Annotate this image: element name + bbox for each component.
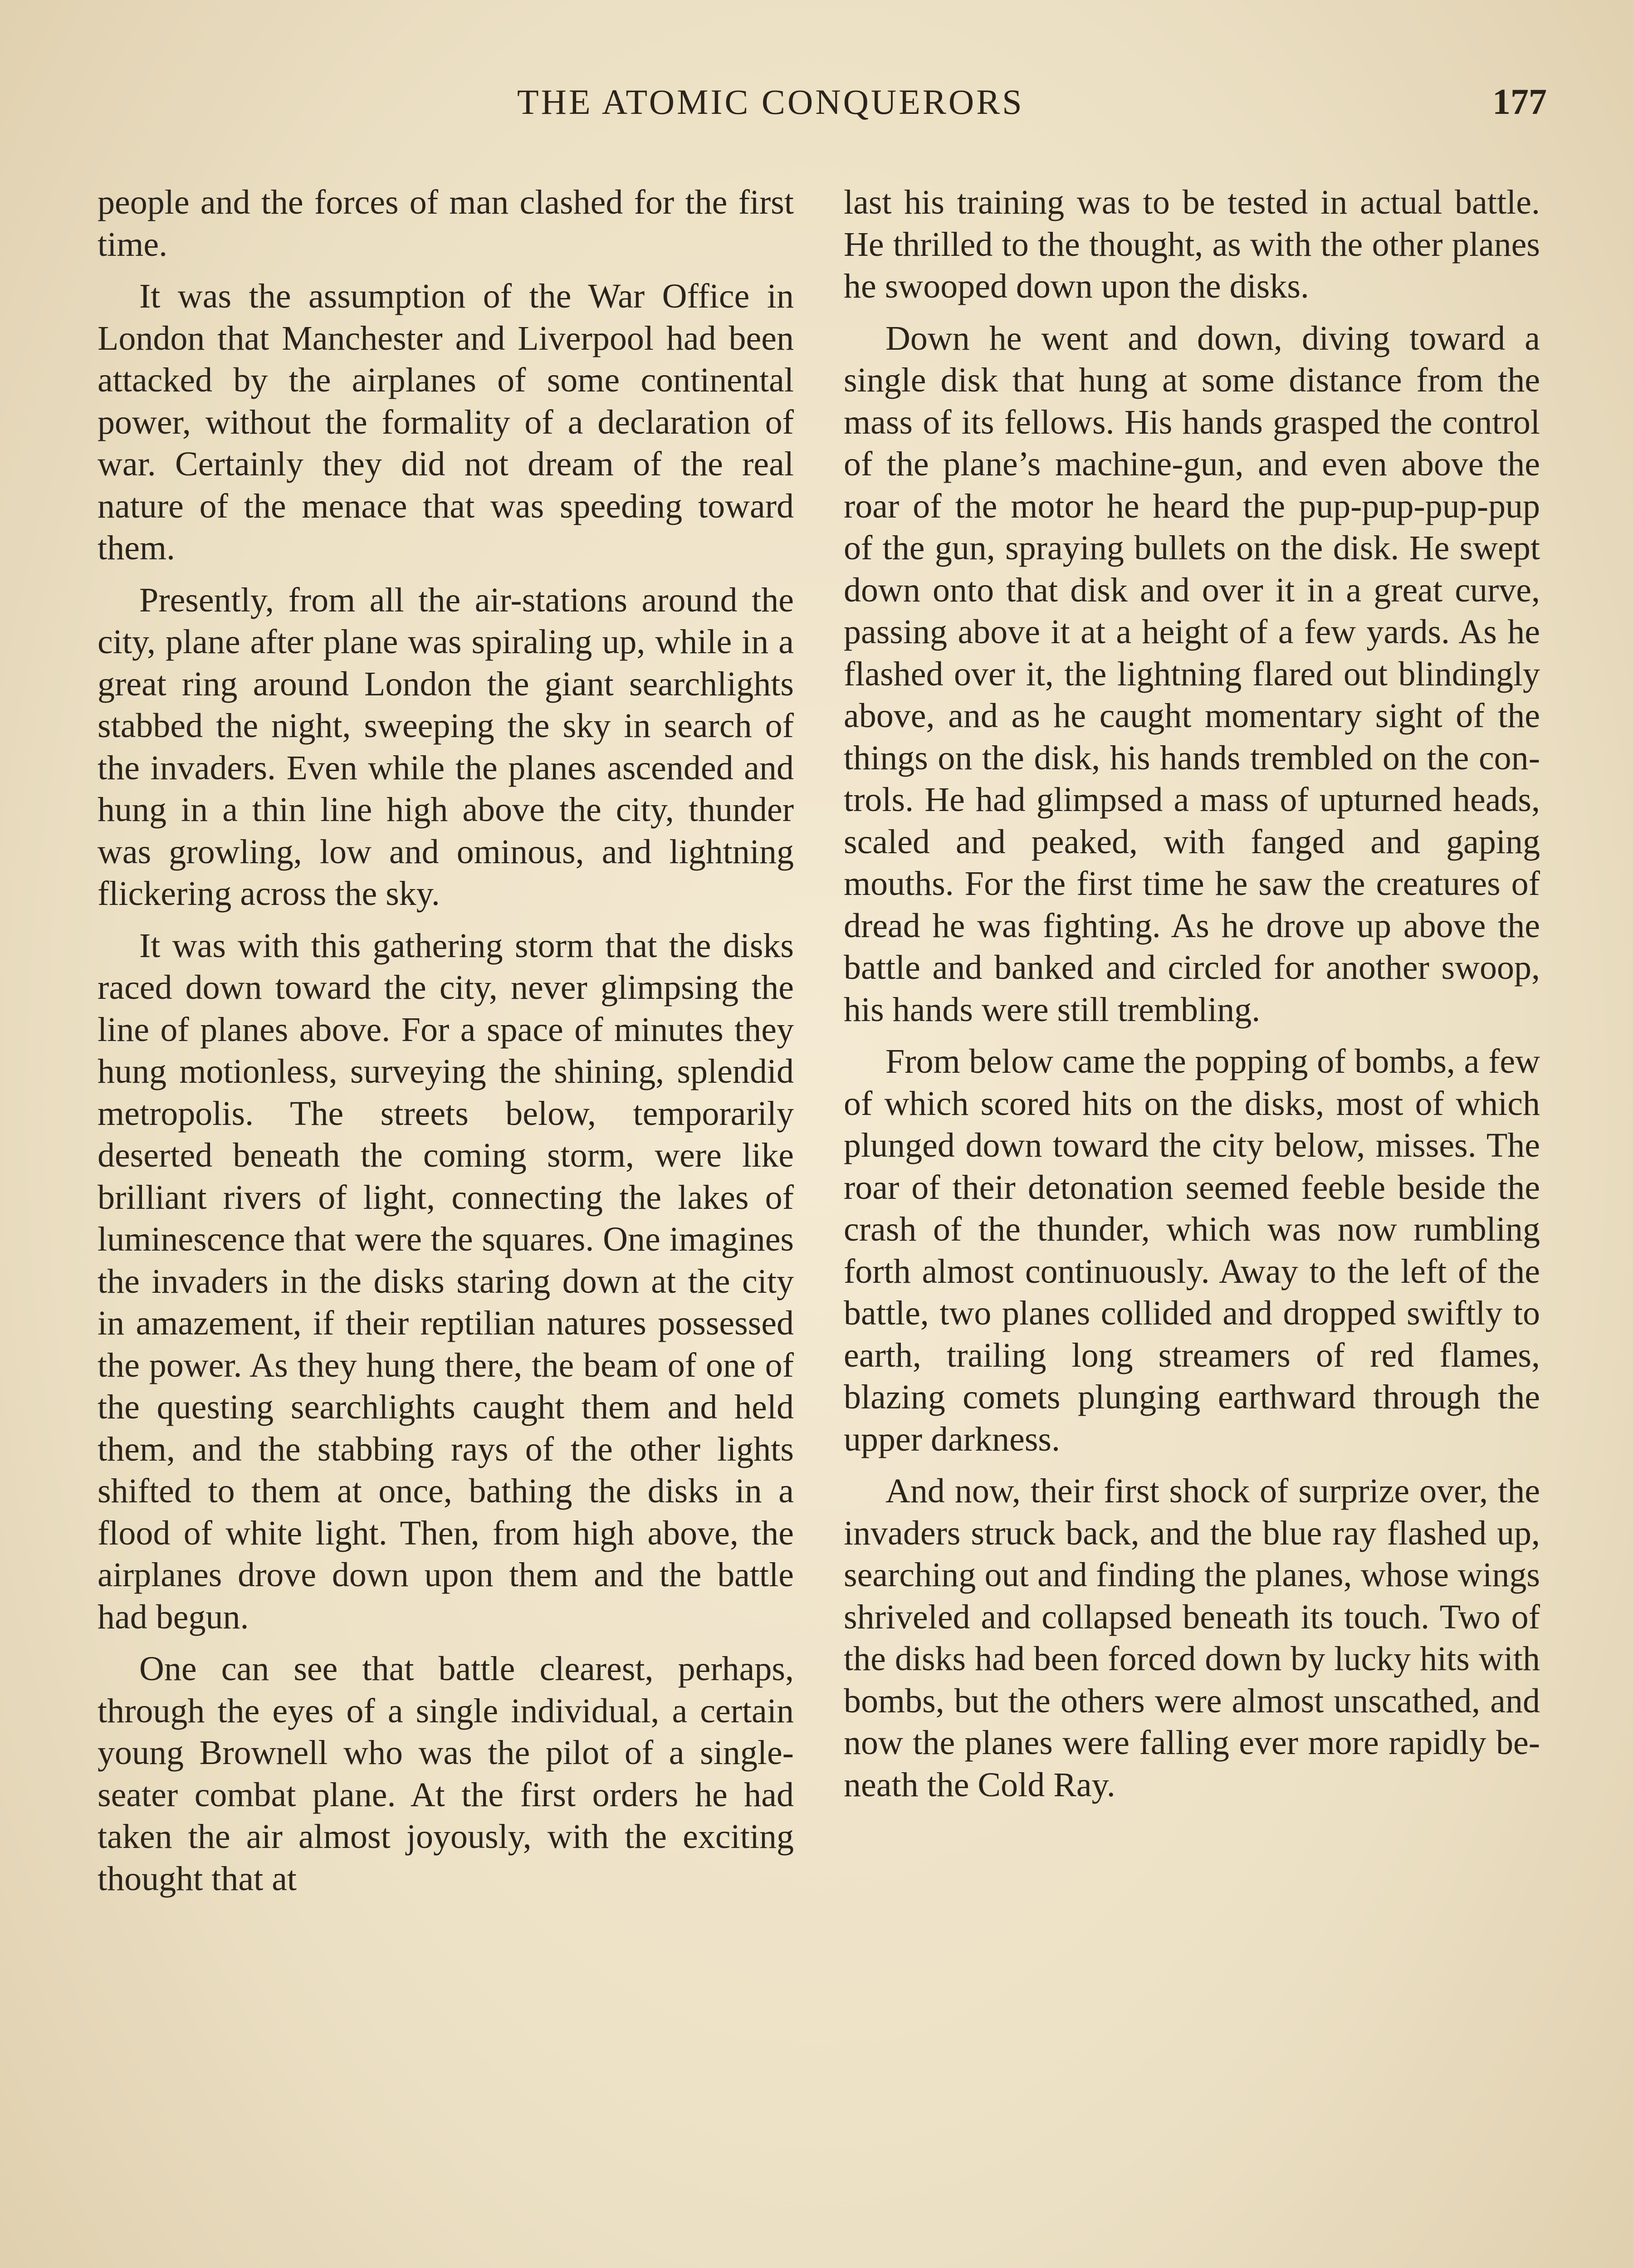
running-title: THE ATOMIC CONQUERORS bbox=[517, 82, 1024, 122]
paragraph: From below came the popping of bombs, a few of which scored hits on the disks, most of which plunged down toward the city below, misses. The roar of their detonation seemed feeble beside the crash of the thunder, which was now rumbling forth almost continuously. Away to the left of the battle, two planes collided and dropped swiftly to earth, trailing long streamers of red flames, blazing comets plunging earthward through the upper darkness. bbox=[844, 1042, 1540, 1458]
paragraph: It was the assumption of the War Office in London that Manchester and Liverpool had been attacked by the airplanes of some continental power, without the formality of a declaration of war. Certainly they did not dream of the real nature of the menace that was speeding toward them. bbox=[98, 277, 794, 567]
paragraph: people and the forces of man clashed for the first time. bbox=[98, 183, 794, 264]
left-column bbox=[98, 181, 794, 1910]
paragraph: last his training was to be tested in actual battle. He thrilled to the thought, as with the other planes he swooped down upon the disks. bbox=[844, 183, 1540, 305]
page-number: 177 bbox=[1492, 82, 1547, 122]
page-header bbox=[100, 82, 1547, 136]
paragraph: Down he went and down, diving toward a single disk that hung at some distance from the mass of its fellows. His hands grasped the control of the plane’s machine-gun, and even above the roar of the motor he heard the pup-pup-pup-pup of the gun, spraying bullets on the disk. He swept down onto that disk and over it in a great curve, passing above it at a height of a few yards. As he flashed over it, the lightning flared out blindingly above, and as he caught momentary sight of the things on the disk, his hands trembled on the controls. He had glimpsed a mass of upturned heads, scaled and peaked, with fanged and gaping mouths. For the first time he saw the creatures of dread he was fighting. As he drove up above the battle and banked and circled for another swoop, his hands were still trembling. bbox=[844, 319, 1540, 1029]
right-column bbox=[844, 181, 1540, 1816]
paragraph: One can see that battle clearest, perhaps, through the eyes of a single individual, a certain young Brownell who was the pilot of a single-seater combat plane. At the first orders he had taken the air almost joyously, with the exciting thought that at bbox=[98, 1650, 794, 1898]
paragraph: Presently, from all the air-stations around the city, plane after plane was spiraling up, while in a great ring around London the giant searchlights stabbed the night, sweeping the sky in search of the invaders. Even while the planes ascended and hung in a thin line high above the city, thunder was growling, low and ominous, and lightning flickering across the sky. bbox=[98, 581, 794, 913]
paragraph: It was with this gathering storm that the disks raced down toward the city, never glimpsing the line of planes above. For a space of minutes they hung motionless, surveying the shining, splendid metropolis. The streets below, temporarily deserted beneath the coming storm, were like brilliant rivers of light, connecting the lakes of luminescence that were the squares. One imagines the invaders in the disks staring down at the city in amazement, if their reptilian natures possessed the power. As they hung there, the beam of one of the questing searchlights caught them and held them, and the stabbing rays of the other lights shifted to them at once, bathing the disks in a flood of white light. Then, from high above, the airplanes drove down upon them and the battle had begun. bbox=[98, 926, 794, 1636]
paragraph: And now, their first shock of surprize over, the invaders struck back, and the blue ray flashed up, searching out and finding the planes, whose wings shriveled and collapsed beneath its touch. Two of the disks had been forced down by lucky hits with bombs, but the others were almost unscathed, and now the planes were falling ever more rapidly beneath the Cold Ray. bbox=[844, 1472, 1540, 1804]
